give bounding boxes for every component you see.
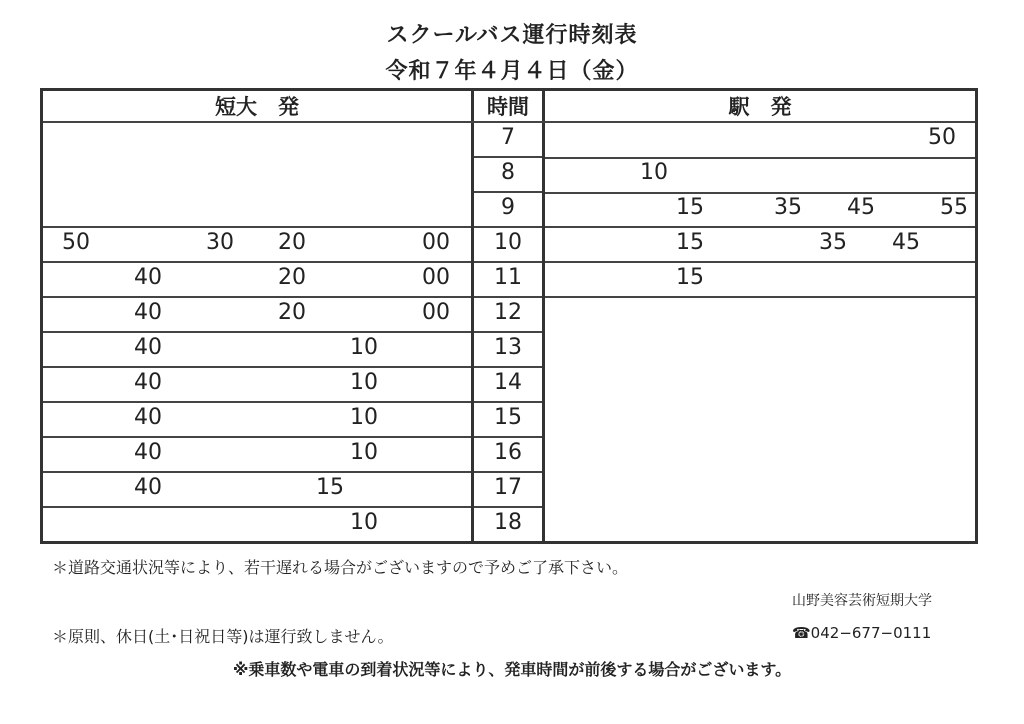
station-minute: 55	[940, 195, 968, 220]
tandai-minute: 00	[422, 300, 450, 325]
row-rule-right	[545, 261, 975, 263]
row-rule-hour	[474, 471, 542, 473]
station-minute: 35	[819, 230, 847, 255]
tandai-minute: 10	[350, 510, 378, 535]
header-rule	[43, 121, 975, 123]
row-rule-left	[43, 261, 471, 263]
station-minute: 45	[892, 230, 920, 255]
tandai-minute: 10	[350, 370, 378, 395]
timetable-title: スクールバス運行時刻表	[386, 23, 638, 48]
hour-cell: 10	[494, 230, 522, 255]
row-rule-right	[545, 157, 975, 159]
row-rule-hour	[474, 506, 542, 508]
tandai-minute: 00	[422, 230, 450, 255]
timetable-date: 令和７年４月４日（金）	[385, 59, 639, 84]
hour-cell: 7	[501, 125, 515, 150]
tandai-minute: 15	[316, 475, 344, 500]
tandai-minute: 20	[278, 230, 306, 255]
hour-cell: 18	[494, 510, 522, 535]
row-rule-hour	[474, 296, 542, 298]
row-rule-left	[43, 366, 471, 368]
row-rule-hour	[474, 191, 542, 193]
row-rule-right	[545, 192, 975, 194]
hour-cell: 14	[494, 370, 522, 395]
tandai-minute: 40	[134, 335, 162, 360]
note-holiday: ＊原則、休日(土･日祝日等)は運行致しません。	[52, 627, 394, 646]
note-bottom: ※乗車数や電車の到着状況等により、発車時間が前後する場合がございます。	[232, 660, 792, 679]
tandai-minute: 50	[62, 230, 90, 255]
tandai-minute: 20	[278, 265, 306, 290]
school-phone: ☎042−677−0111	[792, 624, 932, 642]
hour-cell: 13	[494, 335, 522, 360]
row-rule-right	[545, 226, 975, 228]
tandai-minute: 40	[134, 475, 162, 500]
row-rule-left	[43, 226, 471, 228]
school-name: 山野美容芸術短期大学	[792, 593, 932, 609]
tandai-minute: 40	[134, 370, 162, 395]
row-rule-left	[43, 436, 471, 438]
hour-cell: 11	[494, 265, 522, 290]
station-minute: 50	[928, 125, 956, 150]
tandai-minute: 20	[278, 300, 306, 325]
tandai-minute: 40	[134, 265, 162, 290]
header-station: 駅 発	[728, 95, 792, 119]
station-minute: 15	[676, 265, 704, 290]
station-minute: 45	[847, 195, 875, 220]
row-rule-hour	[474, 331, 542, 333]
row-rule-hour	[474, 261, 542, 263]
hour-cell: 15	[494, 405, 522, 430]
row-rule-hour	[474, 436, 542, 438]
tandai-minute: 00	[422, 265, 450, 290]
hour-cell: 12	[494, 300, 522, 325]
tandai-minute: 30	[206, 230, 234, 255]
row-rule-left	[43, 296, 471, 298]
row-rule-hour	[474, 366, 542, 368]
tandai-minute: 10	[350, 405, 378, 430]
row-rule-right	[545, 296, 975, 298]
row-rule-hour	[474, 401, 542, 403]
header-tandai: 短大 発	[215, 95, 299, 119]
station-minute: 10	[640, 160, 668, 185]
hour-cell: 9	[501, 195, 515, 220]
header-hour: 時間	[487, 95, 529, 119]
tandai-minute: 40	[134, 300, 162, 325]
tandai-minute: 10	[350, 440, 378, 465]
row-rule-left	[43, 331, 471, 333]
row-rule-left	[43, 506, 471, 508]
station-minute: 15	[676, 195, 704, 220]
row-rule-left	[43, 401, 471, 403]
row-rule-hour	[474, 226, 542, 228]
station-minute: 15	[676, 230, 704, 255]
tandai-minute: 40	[134, 405, 162, 430]
hour-cell: 8	[501, 160, 515, 185]
tandai-minute: 10	[350, 335, 378, 360]
hour-cell: 17	[494, 475, 522, 500]
tandai-minute: 40	[134, 440, 162, 465]
hour-cell: 16	[494, 440, 522, 465]
row-rule-hour	[474, 156, 542, 158]
station-minute: 35	[774, 195, 802, 220]
row-rule-left	[43, 471, 471, 473]
note-delay: ＊道路交通状況等により、若干遅れる場合がございますので予めご了承下さい。	[52, 558, 629, 577]
